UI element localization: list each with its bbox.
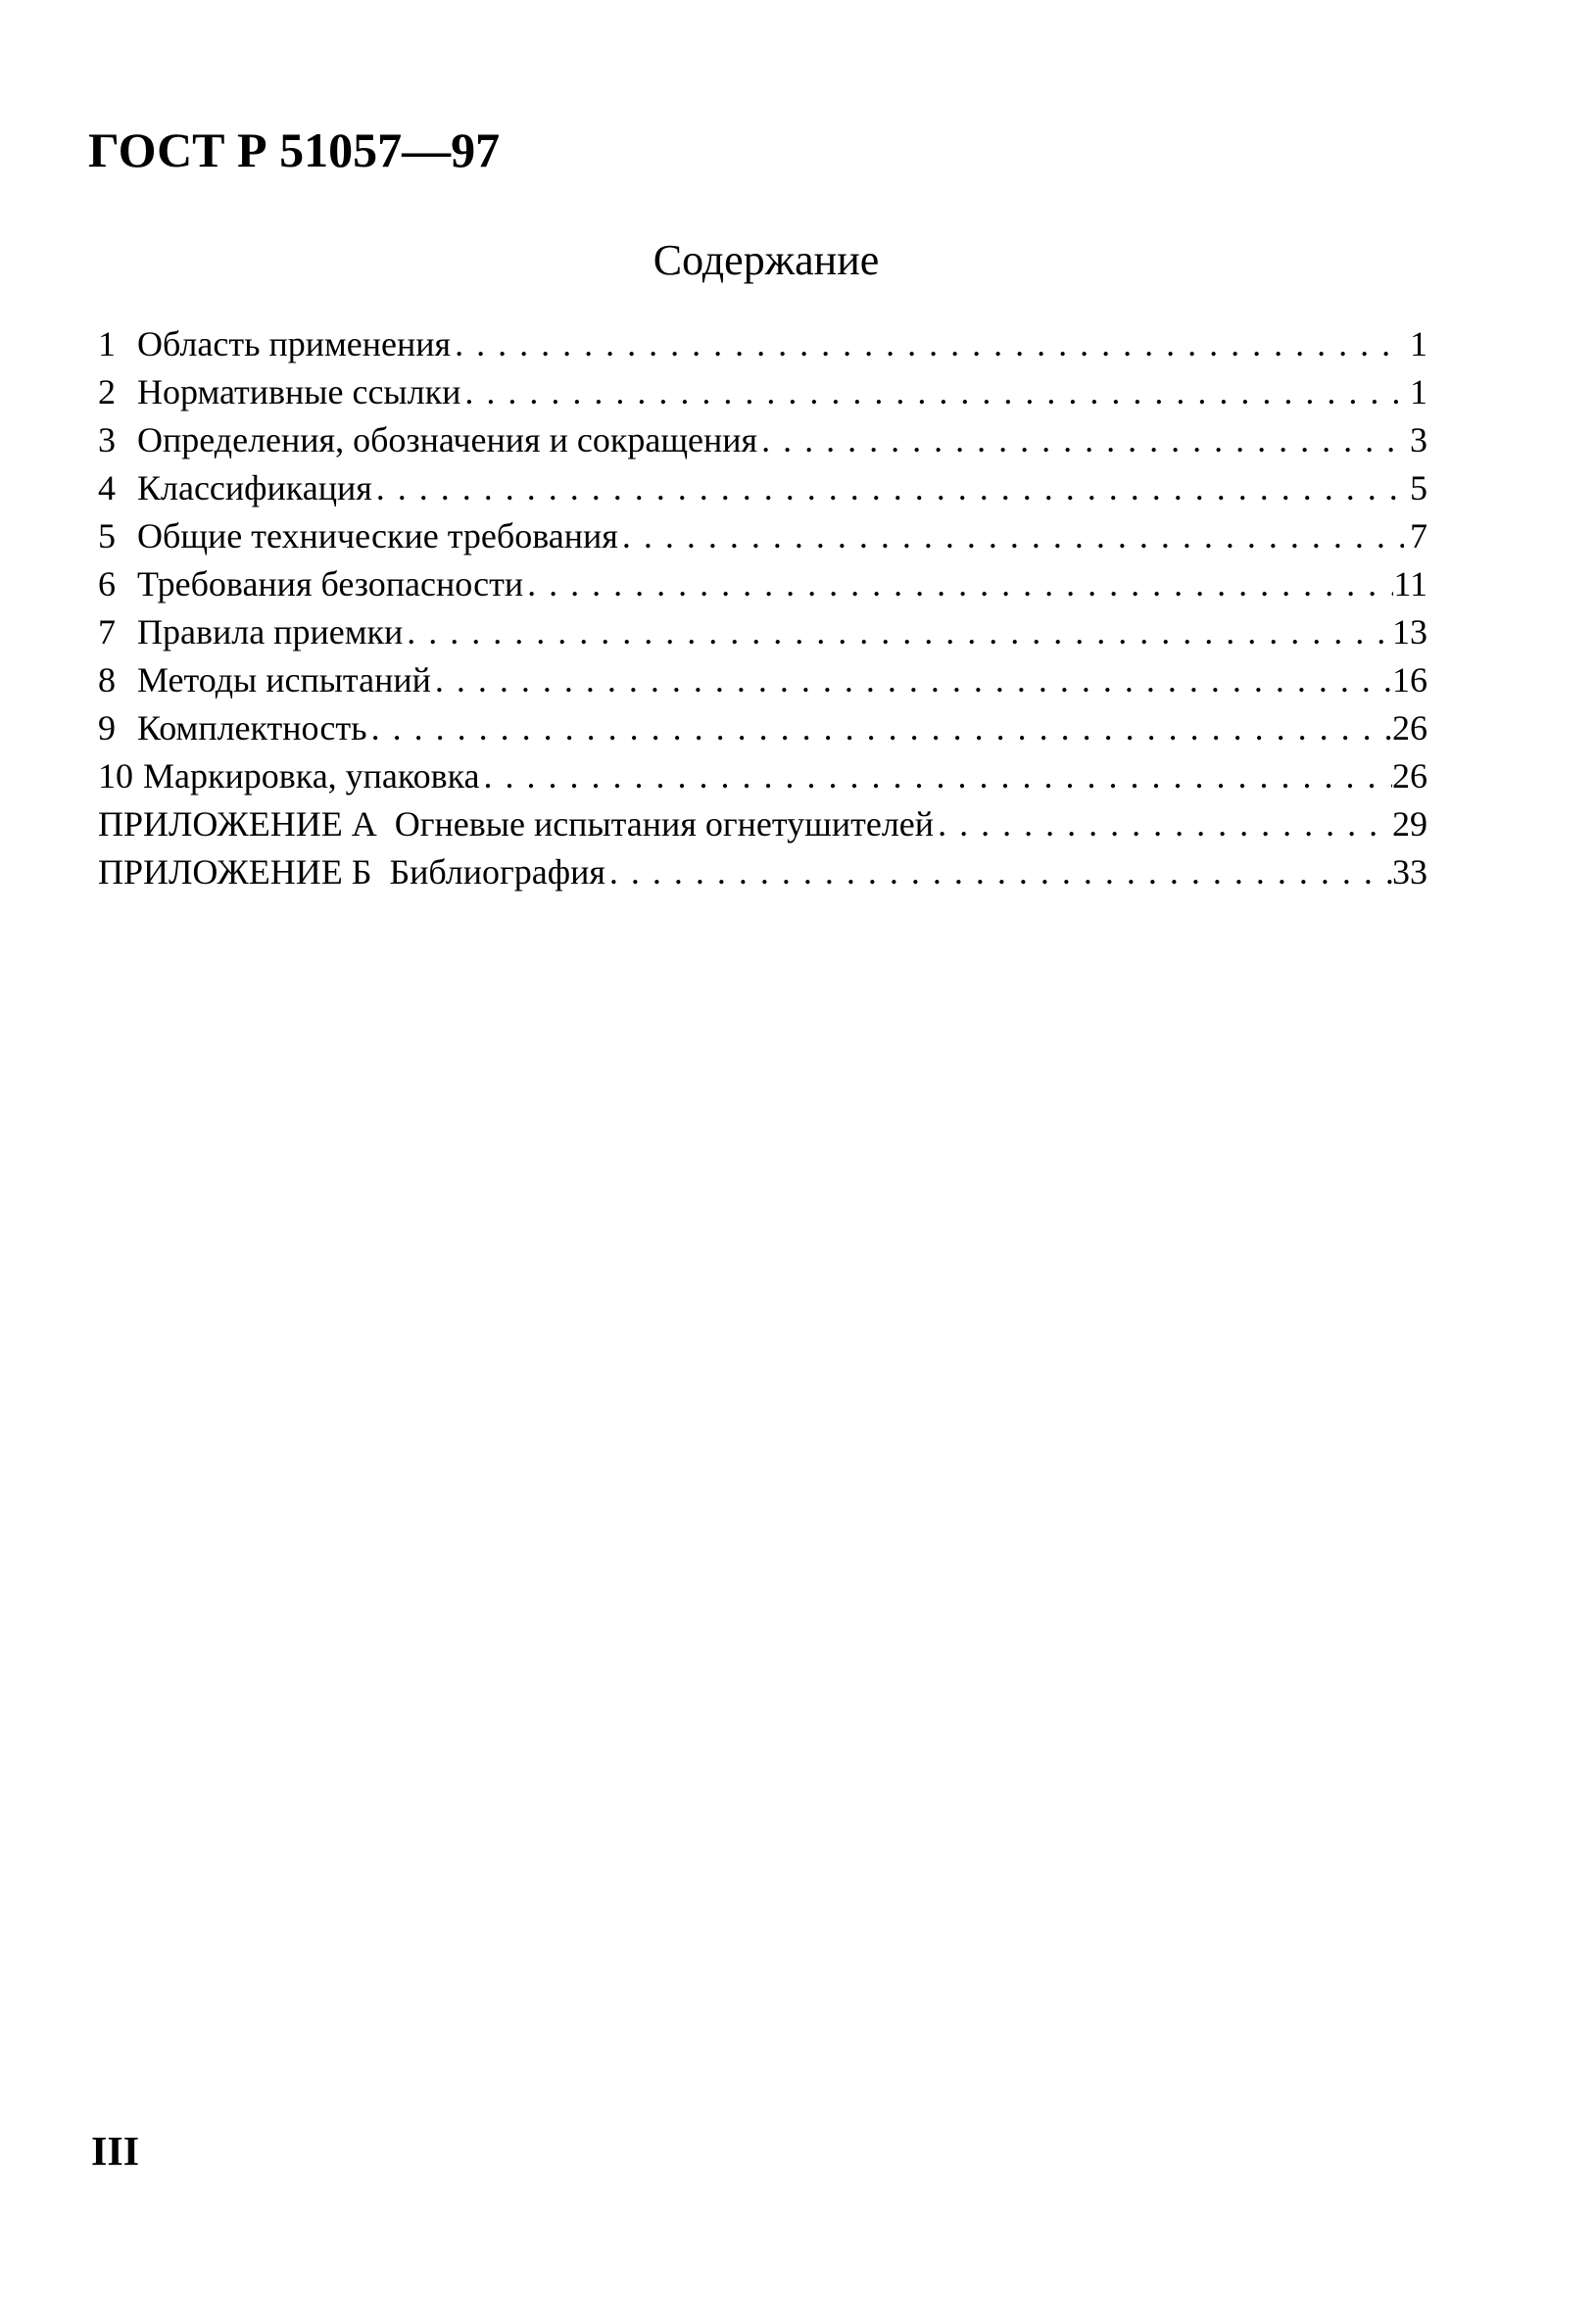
toc-entry-number: 4 [98,468,116,507]
dot-leader [367,704,1392,752]
toc-entry-number: 9 [98,708,116,748]
toc-entry[interactable] [98,752,1427,800]
dot-leader [460,368,1404,416]
toc-title: Содержание [653,236,880,284]
toc-entry-appendix-a[interactable] [98,800,1427,848]
toc-entry-number: 3 [98,420,116,459]
table-of-contents [98,320,1427,896]
toc-entry[interactable] [98,704,1427,752]
toc-entry-page: 29 [1392,804,1427,844]
toc-entry-number: 8 [98,660,116,699]
toc-entry-page: 33 [1392,852,1427,892]
toc-entry-label: ПРИЛОЖЕНИЕ А Огневые испытания огнетушителей [98,804,935,844]
dot-leader [605,848,1392,896]
toc-entry-number: 2 [98,372,116,411]
toc-entry-page: 16 [1392,660,1427,699]
toc-entry-page: 1 [1410,324,1427,363]
dot-leader [431,656,1392,704]
dot-leader [757,416,1404,464]
toc-entry[interactable] [98,416,1427,464]
toc-entry-page: 13 [1392,612,1427,651]
toc-entry[interactable] [98,464,1427,512]
toc-entry-page: 1 [1410,372,1427,411]
page-number: III [91,2130,140,2175]
toc-entry-number: 1 [98,324,116,363]
dot-leader [372,464,1404,512]
toc-entry-page: 26 [1392,756,1427,796]
toc-entry[interactable] [98,320,1427,368]
toc-entry-label: Общие технические требования [137,516,618,555]
toc-entry-label: Методы испытаний [137,660,431,699]
toc-entry-label: Область применения [137,324,452,363]
toc-entry-label: Маркировка, упаковка [143,756,480,796]
toc-entry-label: ПРИЛОЖЕНИЕ Б Библиография [98,852,605,892]
toc-entry-label: Определения, обозначения и сокращения [137,420,758,459]
dot-leader [618,512,1404,560]
toc-entry-page: 26 [1392,708,1427,748]
document-code-header: ГОСТ Р 51057—97 [88,122,501,177]
toc-entry-page: 7 [1410,516,1427,555]
toc-entry[interactable] [98,608,1427,656]
dot-leader [480,752,1393,800]
toc-entry-page: 3 [1410,420,1427,459]
toc-entry-label: Комплектность [137,708,367,748]
toc-entry-number: 10 [98,756,133,796]
toc-entry-number: 7 [98,612,116,651]
toc-entry[interactable] [98,560,1427,608]
toc-entry-label: Правила приемки [137,612,404,651]
dot-leader [934,800,1392,848]
toc-entry[interactable] [98,656,1427,704]
toc-entry-label: Классификация [137,468,372,507]
toc-entry-appendix-b[interactable] [98,848,1427,896]
toc-entry-label: Требования безопасности [137,564,524,603]
dot-leader [403,608,1392,656]
toc-entry[interactable] [98,368,1427,416]
toc-entry-label: Нормативные ссылки [137,372,461,411]
dot-leader [451,320,1404,368]
toc-entry-page: 11 [1393,564,1427,603]
toc-entry-number: 6 [98,564,116,603]
toc-entry[interactable] [98,512,1427,560]
toc-entry-number: 5 [98,516,116,555]
dot-leader [523,560,1393,608]
toc-entry-page: 5 [1410,468,1427,507]
